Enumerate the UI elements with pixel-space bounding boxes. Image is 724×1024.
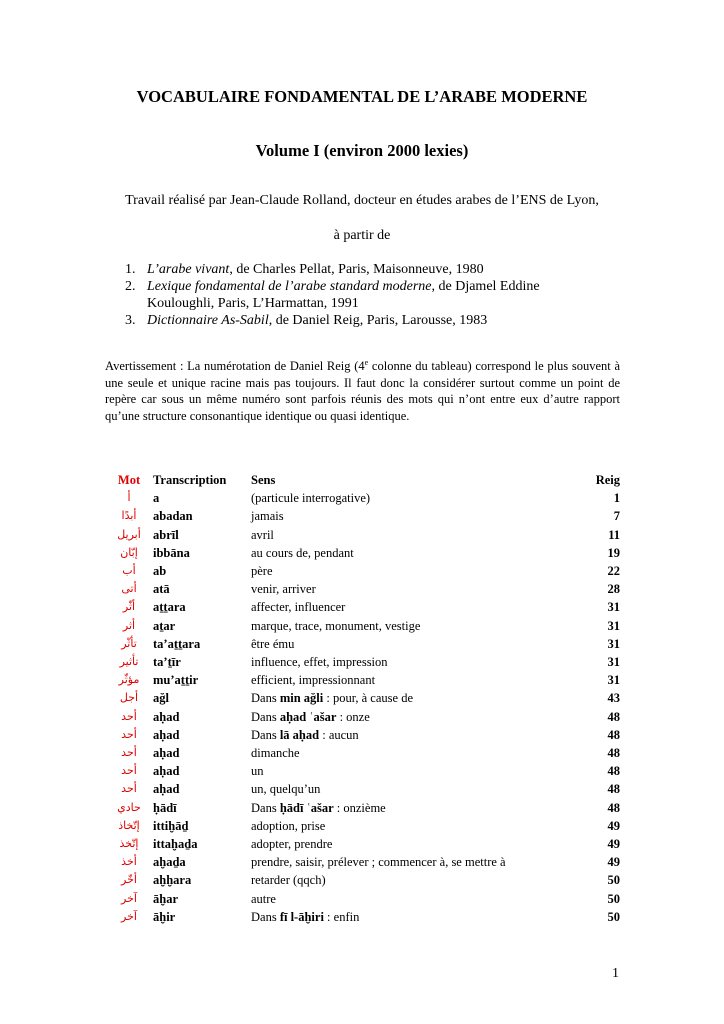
source-details: , de Charles Pellat, Paris, Maisonneuve, 1980 — [229, 262, 484, 277]
sens-text: dimanche — [251, 746, 300, 761]
cell-reig: 7 — [613, 509, 620, 524]
cell-mot: أبريل — [117, 527, 141, 541]
cell-mot: أجل — [119, 691, 139, 705]
sens-text-after: : pour, à cause de — [323, 691, 413, 706]
cell-mot: أ — [127, 491, 131, 505]
cell-transcription: ta’ṯīr — [153, 655, 181, 670]
table-row — [105, 908, 620, 926]
cell-transcription: ta’aṯṯara — [153, 636, 201, 651]
table-row — [105, 890, 620, 908]
table-header-row — [105, 471, 620, 489]
document-title: VOCABULAIRE FONDAMENTAL DE L’ARABE MODERNE — [136, 87, 588, 106]
cell-transcription: ittaḫaḏa — [153, 837, 198, 852]
table-row — [105, 598, 620, 616]
sens-text: influence, effet, impression — [251, 655, 388, 670]
sens-text: un — [251, 764, 264, 779]
cell-mot: أحد — [121, 746, 137, 760]
cell-sens — [251, 544, 571, 562]
source-details: , de Djamel Eddine Kouloughli, Paris, L’Harmattan, 1991 — [147, 279, 540, 311]
source-item — [125, 278, 565, 312]
cell-reig: 19 — [607, 545, 620, 560]
cell-sens — [251, 817, 571, 835]
sens-term: fī l-āḫiri — [279, 909, 324, 924]
cell-transcription: aḥad — [153, 746, 180, 761]
cell-sens — [251, 653, 571, 671]
cell-sens — [251, 708, 571, 726]
cell-mot: إتّخاذ — [118, 818, 140, 832]
sens-text: Dans — [251, 800, 280, 815]
cell-mot: إتّخذ — [119, 837, 139, 851]
cell-sens — [251, 562, 571, 580]
cell-sens — [251, 617, 571, 635]
cell-sens — [251, 635, 571, 653]
cell-sens — [251, 507, 571, 525]
source-number: 3. — [125, 313, 136, 328]
cell-transcription: aḥad — [153, 727, 180, 742]
source-title: Dictionnaire As-Sabil — [147, 313, 269, 328]
cell-reig: 48 — [607, 764, 620, 779]
sens-text: au cours de, pendant — [251, 545, 354, 560]
cell-reig: 48 — [607, 782, 620, 797]
table-row — [105, 507, 620, 525]
table-row — [105, 526, 620, 544]
header-reig: Reig — [595, 473, 620, 487]
sens-text-after: : aucun — [319, 727, 359, 742]
document-subtitle: Volume I (environ 2000 lexies) — [255, 141, 469, 160]
cell-reig: 49 — [607, 855, 620, 870]
sens-text: un, quelqu’un — [251, 782, 321, 797]
source-number: 2. — [125, 279, 136, 294]
sens-text: prendre, saisir, prélever ; commencer à, se mettre à — [251, 855, 506, 870]
cell-reig: 11 — [608, 527, 620, 542]
cell-reig: 48 — [607, 709, 620, 724]
table-row — [105, 617, 620, 635]
cell-transcription: āḫir — [153, 909, 176, 924]
table-body — [105, 489, 620, 926]
cell-mot: أخذ — [121, 855, 137, 869]
cell-mot: آخر — [121, 909, 137, 923]
table-row — [105, 744, 620, 762]
sens-term: min ağli — [279, 691, 324, 706]
warning-superscript: e — [364, 357, 369, 367]
sens-term: lā aḥad — [279, 727, 320, 742]
table-row — [105, 871, 620, 889]
cell-reig: 43 — [607, 691, 620, 706]
table-row — [105, 762, 620, 780]
sens-text-after: : onzième — [333, 800, 386, 815]
cell-transcription: ağl — [153, 691, 169, 706]
table-row — [105, 544, 620, 562]
cell-transcription: ab — [153, 564, 167, 579]
sens-text: efficient, impressionnant — [251, 673, 376, 688]
cell-sens — [251, 744, 571, 762]
cell-mot: أحد — [121, 709, 137, 723]
cell-sens — [251, 853, 571, 871]
cell-mot: إبّان — [120, 545, 138, 559]
cell-transcription: abadan — [153, 509, 193, 524]
sens-text: affecter, influencer — [251, 600, 346, 615]
table-row — [105, 708, 620, 726]
cell-reig: 50 — [607, 873, 620, 888]
table-row — [105, 726, 620, 744]
table-row — [105, 835, 620, 853]
cell-transcription: ḥādī — [153, 800, 177, 815]
cell-reig: 31 — [607, 618, 620, 633]
sens-text: retarder (qqch) — [251, 873, 326, 888]
sens-text: jamais — [251, 509, 284, 524]
cell-reig: 31 — [607, 600, 620, 615]
cell-mot: أحد — [121, 764, 137, 778]
cell-mot: أثّر — [122, 600, 136, 614]
table-row — [105, 853, 620, 871]
cell-transcription: aḫḫara — [153, 873, 192, 888]
cell-reig: 50 — [607, 891, 620, 906]
cell-transcription: aṯṯara — [153, 600, 186, 615]
table-row — [105, 653, 620, 671]
cell-transcription: a — [153, 491, 160, 506]
cell-mot: تأثّر — [121, 636, 137, 650]
cell-transcription: ittiḫāḏ — [153, 818, 189, 833]
cell-transcription: ibbāna — [153, 545, 190, 560]
cell-sens — [251, 598, 571, 616]
sens-text: Dans — [251, 909, 280, 924]
sens-text: Dans — [251, 709, 280, 724]
vocabulary-table — [105, 471, 620, 926]
cell-reig: 48 — [607, 727, 620, 742]
cell-mot: مؤثّر — [118, 673, 140, 687]
cell-mot: أب — [122, 564, 136, 578]
cell-reig: 50 — [607, 909, 620, 924]
cell-mot: أحد — [121, 727, 137, 741]
sens-text: autre — [251, 891, 276, 906]
table-row — [105, 689, 620, 707]
sens-text: venir, arriver — [251, 582, 316, 597]
header-transcription: Transcription — [153, 473, 227, 487]
header-sens: Sens — [251, 473, 276, 487]
sens-text: (particule interrogative) — [251, 491, 371, 506]
cell-reig: 48 — [607, 800, 620, 815]
cell-sens — [251, 780, 571, 798]
warning-text-start: Avertissement : La numérotation de Daniel Reig (4 — [105, 359, 365, 373]
table-row — [105, 817, 620, 835]
source-item — [125, 312, 565, 329]
sens-text: adopter, prendre — [251, 837, 333, 852]
cell-mot: أخّر — [121, 873, 137, 887]
cell-sens — [251, 726, 571, 744]
source-details: , de Daniel Reig, Paris, Larousse, 1983 — [268, 313, 488, 328]
sources-list — [125, 261, 565, 329]
cell-reig: 1 — [613, 491, 620, 506]
cell-mot: أبدًا — [121, 509, 137, 523]
cell-reig: 22 — [607, 564, 620, 579]
warning-text-end: colonne du tableau) correspond le plus souvent à une seule et unique racine mais pas toujours. Il faut donc la considérer surtout comme un point de repère car sous un même numéro sont parfois réunis des mots qui n’ont entre eux d’autre rapport qu’une structure consonantique identique ou quasi identique. — [105, 359, 620, 423]
sens-text: être ému — [251, 636, 295, 651]
source-number: 1. — [125, 262, 136, 277]
table-row — [105, 635, 620, 653]
cell-reig: 31 — [607, 673, 620, 688]
cell-mot: حادي — [117, 800, 141, 814]
cell-sens — [251, 799, 571, 817]
source-title: Lexique fondamental de l’arabe standard moderne — [147, 279, 432, 294]
sens-text: Dans — [251, 727, 280, 742]
cell-transcription: aḫaḏa — [153, 855, 186, 870]
cell-transcription: abrīl — [153, 527, 179, 542]
cell-reig: 48 — [607, 746, 620, 761]
sens-text: marque, trace, monument, vestige — [251, 618, 421, 633]
cell-transcription: atā — [153, 582, 170, 597]
table-row — [105, 799, 620, 817]
cell-reig: 49 — [607, 837, 620, 852]
cell-mot: أتى — [121, 582, 137, 596]
cell-reig: 49 — [607, 818, 620, 833]
cell-sens — [251, 671, 571, 689]
cell-mot: أحد — [121, 782, 137, 796]
cell-sens — [251, 762, 571, 780]
table-row — [105, 489, 620, 507]
sens-text: adoption, prise — [251, 818, 326, 833]
sens-text: père — [251, 564, 273, 579]
cell-transcription: aṯar — [153, 618, 176, 633]
cell-transcription: āḫar — [153, 891, 178, 906]
table-row — [105, 580, 620, 598]
table-row — [105, 562, 620, 580]
table-row — [105, 671, 620, 689]
cell-reig: 31 — [607, 636, 620, 651]
cell-mot: آخر — [121, 891, 137, 905]
table-row — [105, 780, 620, 798]
source-item — [125, 261, 565, 278]
cell-mot: أثر — [122, 618, 136, 632]
warning-paragraph — [105, 358, 620, 424]
cell-reig: 28 — [607, 582, 620, 597]
cell-transcription: aḥad — [153, 709, 180, 724]
cell-sens — [251, 526, 571, 544]
cell-sens — [251, 908, 571, 926]
cell-sens — [251, 689, 571, 707]
cell-sens — [251, 871, 571, 889]
sens-term: aḥad ʿašar — [279, 709, 337, 724]
cell-transcription: mu’aṯṯir — [153, 673, 199, 688]
sens-text-after: : enfin — [323, 909, 360, 924]
cell-sens — [251, 890, 571, 908]
sens-term: ḥādī ʿašar — [279, 800, 334, 815]
sens-text: avril — [251, 527, 274, 542]
author-line: Travail réalisé par Jean-Claude Rolland, docteur en études arabes de l’ENS de Lyon, — [125, 193, 599, 208]
cell-reig: 31 — [607, 655, 620, 670]
cell-transcription: aḥad — [153, 782, 180, 797]
page-number: 1 — [612, 966, 619, 981]
sources-intro: à partir de — [333, 228, 391, 243]
sens-text-after: : onze — [336, 709, 370, 724]
cell-transcription: aḥad — [153, 764, 180, 779]
cell-sens — [251, 489, 571, 507]
cell-sens — [251, 835, 571, 853]
source-title: L’arabe vivant — [147, 262, 230, 277]
header-mot: Mot — [117, 473, 141, 487]
cell-sens — [251, 580, 571, 598]
cell-mot: تأثير — [119, 655, 139, 669]
sens-text: Dans — [251, 691, 280, 706]
